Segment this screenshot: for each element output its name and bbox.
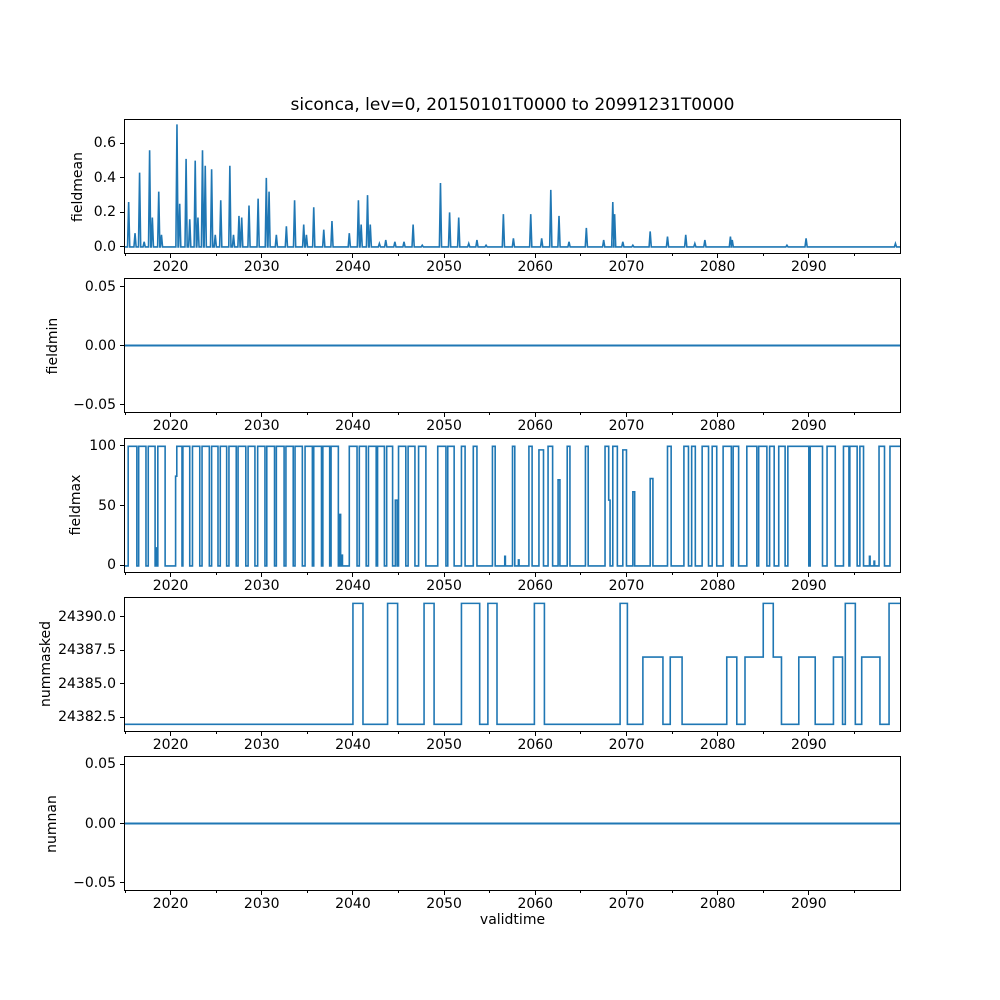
x-minor-tick-mark xyxy=(489,254,490,256)
x-minor-tick-mark xyxy=(763,413,764,415)
y-tick-mark xyxy=(120,565,124,566)
y-tick-label: 0.2 xyxy=(93,204,116,221)
y-tick-mark xyxy=(120,246,124,247)
x-tick-mark xyxy=(444,254,445,258)
y-tick-mark xyxy=(120,212,124,213)
x-tick-label: 2060 xyxy=(517,736,554,753)
y-tick-label: −0.05 xyxy=(73,396,116,413)
x-minor-tick-mark xyxy=(125,573,126,575)
x-minor-tick-mark xyxy=(216,891,217,893)
x-tick-label: 2020 xyxy=(152,259,189,275)
x-tick-label: 2050 xyxy=(426,736,462,753)
x-tick-mark xyxy=(717,732,718,736)
x-minor-tick-mark xyxy=(216,732,217,734)
x-tick-mark xyxy=(626,573,627,577)
x-tick-label: 2030 xyxy=(243,736,280,753)
x-tick-mark xyxy=(170,573,171,577)
y-tick-mark xyxy=(120,286,124,287)
x-minor-tick-mark xyxy=(489,732,490,734)
x-minor-tick-mark xyxy=(672,413,673,415)
x-tick-mark xyxy=(717,254,718,258)
x-minor-tick-mark xyxy=(307,732,308,734)
y-tick-label: 50 xyxy=(98,497,116,514)
x-tick-mark xyxy=(626,413,627,417)
nummasked-ylabel: nummasked xyxy=(38,621,54,708)
x-tick-label: 2070 xyxy=(608,896,645,912)
x-tick-mark xyxy=(808,254,809,258)
x-tick-mark xyxy=(717,573,718,577)
x-tick-mark xyxy=(808,891,809,895)
x-minor-tick-mark xyxy=(763,732,764,734)
y-tick-mark xyxy=(120,505,124,506)
x-tick-label: 2030 xyxy=(243,896,280,912)
x-minor-tick-mark xyxy=(763,573,764,575)
x-minor-tick-mark xyxy=(854,254,855,256)
x-minor-tick-mark xyxy=(307,891,308,893)
x-tick-label: 2050 xyxy=(426,577,462,594)
numnan-ylabel: numnan xyxy=(44,794,60,853)
x-minor-tick-mark xyxy=(307,573,308,575)
y-tick-mark xyxy=(120,764,124,765)
y-tick-mark xyxy=(120,177,124,178)
x-tick-mark xyxy=(261,573,262,577)
x-minor-tick-mark xyxy=(763,254,764,256)
x-tick-label: 2080 xyxy=(699,896,736,912)
x-tick-label: 2070 xyxy=(608,418,645,435)
x-tick-mark xyxy=(352,732,353,736)
x-minor-tick-mark xyxy=(125,254,126,256)
x-tick-label: 2050 xyxy=(426,896,462,912)
x-tick-label: 2050 xyxy=(426,418,462,435)
y-tick-mark xyxy=(120,404,124,405)
x-tick-label: 2030 xyxy=(243,418,280,435)
x-minor-tick-mark xyxy=(580,573,581,575)
y-tick-label: 0.0 xyxy=(93,238,116,255)
x-tick-label: 2020 xyxy=(152,736,189,753)
x-minor-tick-mark xyxy=(125,891,126,893)
x-tick-label: 2070 xyxy=(608,259,645,275)
x-tick-mark xyxy=(535,732,536,736)
x-minor-tick-mark xyxy=(580,732,581,734)
y-tick-label: 0.05 xyxy=(84,756,116,773)
x-minor-tick-mark xyxy=(854,891,855,893)
x-tick-label: 2090 xyxy=(790,259,827,275)
x-tick-mark xyxy=(626,732,627,736)
x-tick-label: 2060 xyxy=(517,577,554,594)
x-tick-label: 2030 xyxy=(243,577,280,594)
y-tick-mark xyxy=(120,345,124,346)
x-tick-label: 2040 xyxy=(335,577,371,594)
x-tick-mark xyxy=(535,573,536,577)
x-tick-mark xyxy=(352,413,353,417)
x-minor-tick-mark xyxy=(398,413,399,415)
fieldmean-line xyxy=(125,124,900,247)
x-tick-label: 2020 xyxy=(152,896,189,912)
y-tick-label: 24390.0 xyxy=(58,608,116,625)
x-minor-tick-mark xyxy=(489,413,490,415)
nummasked-line xyxy=(125,603,900,724)
y-tick-label: 24387.5 xyxy=(58,642,116,659)
x-minor-tick-mark xyxy=(489,891,490,893)
x-tick-label: 2020 xyxy=(152,577,189,594)
x-tick-label: 2070 xyxy=(608,736,645,753)
x-minor-tick-mark xyxy=(398,254,399,256)
x-tick-mark xyxy=(261,891,262,895)
x-minor-tick-mark xyxy=(216,413,217,415)
x-tick-label: 2030 xyxy=(243,259,280,275)
x-tick-mark xyxy=(352,573,353,577)
fieldmean-ylabel: fieldmean xyxy=(70,151,86,222)
x-minor-tick-mark xyxy=(216,573,217,575)
x-minor-tick-mark xyxy=(672,573,673,575)
fieldmax-ylabel: fieldmax xyxy=(68,474,84,536)
x-tick-label: 2090 xyxy=(790,418,827,435)
x-minor-tick-mark xyxy=(854,573,855,575)
y-tick-mark xyxy=(120,717,124,718)
y-tick-mark xyxy=(120,823,124,824)
x-tick-label: 2080 xyxy=(699,418,736,435)
x-minor-tick-mark xyxy=(763,891,764,893)
x-tick-mark xyxy=(808,413,809,417)
x-minor-tick-mark xyxy=(672,891,673,893)
y-tick-mark xyxy=(120,882,124,883)
x-tick-label: 2090 xyxy=(790,736,827,753)
x-minor-tick-mark xyxy=(489,573,490,575)
y-tick-label: 0 xyxy=(107,557,116,574)
x-minor-tick-mark xyxy=(216,254,217,256)
x-tick-label: 2040 xyxy=(335,896,371,912)
x-minor-tick-mark xyxy=(580,413,581,415)
x-tick-mark xyxy=(444,891,445,895)
y-tick-label: 24385.0 xyxy=(58,675,116,692)
x-tick-label: 2050 xyxy=(426,259,462,275)
x-minor-tick-mark xyxy=(672,254,673,256)
x-minor-tick-mark xyxy=(307,254,308,256)
x-tick-mark xyxy=(261,732,262,736)
y-tick-label: 0.05 xyxy=(84,278,116,295)
x-tick-label: 2060 xyxy=(517,259,554,275)
x-tick-mark xyxy=(170,891,171,895)
x-tick-label: 2020 xyxy=(152,418,189,435)
x-tick-mark xyxy=(717,413,718,417)
x-minor-tick-mark xyxy=(854,413,855,415)
x-minor-tick-mark xyxy=(125,732,126,734)
x-minor-tick-mark xyxy=(125,413,126,415)
y-tick-mark xyxy=(120,143,124,144)
x-tick-mark xyxy=(261,413,262,417)
x-tick-mark xyxy=(352,891,353,895)
y-tick-mark xyxy=(120,650,124,651)
x-minor-tick-mark xyxy=(398,891,399,893)
y-tick-label: 0.4 xyxy=(93,169,116,186)
x-tick-label: 2070 xyxy=(608,577,645,594)
x-minor-tick-mark xyxy=(398,573,399,575)
y-tick-mark xyxy=(120,683,124,684)
x-tick-label: 2060 xyxy=(517,896,554,912)
x-tick-mark xyxy=(535,891,536,895)
x-minor-tick-mark xyxy=(580,254,581,256)
x-tick-mark xyxy=(444,413,445,417)
x-tick-label: 2040 xyxy=(335,259,371,275)
x-minor-tick-mark xyxy=(307,413,308,415)
x-tick-label: 2080 xyxy=(699,736,736,753)
x-tick-label: 2040 xyxy=(335,418,371,435)
y-tick-label: 100 xyxy=(89,437,116,454)
x-tick-mark xyxy=(444,732,445,736)
x-tick-label: 2080 xyxy=(699,577,736,594)
subplot-fieldmin xyxy=(124,278,901,413)
x-tick-label: 2090 xyxy=(790,896,827,912)
x-minor-tick-mark xyxy=(580,891,581,893)
x-minor-tick-mark xyxy=(672,732,673,734)
y-tick-label: −0.05 xyxy=(73,874,116,891)
y-tick-label: 0.00 xyxy=(84,337,116,354)
x-tick-label: 2090 xyxy=(790,577,827,594)
x-tick-mark xyxy=(170,254,171,258)
x-tick-mark xyxy=(535,413,536,417)
x-tick-mark xyxy=(444,573,445,577)
y-tick-mark xyxy=(120,616,124,617)
subplot-fieldmean xyxy=(124,119,901,254)
x-axis-label: validtime xyxy=(479,912,546,928)
x-tick-mark xyxy=(352,254,353,258)
x-tick-mark xyxy=(170,732,171,736)
x-tick-mark xyxy=(717,891,718,895)
x-tick-mark xyxy=(261,254,262,258)
x-tick-mark xyxy=(626,891,627,895)
y-tick-label: 0.6 xyxy=(93,135,116,152)
x-tick-mark xyxy=(808,573,809,577)
subplot-fieldmax xyxy=(124,438,901,573)
figure-title: siconca, lev=0, 20150101T0000 to 20991231T0000 xyxy=(290,95,735,115)
subplot-nummasked xyxy=(124,597,901,732)
x-tick-mark xyxy=(626,254,627,258)
fieldmax-line xyxy=(125,446,900,566)
y-tick-mark xyxy=(120,445,124,446)
x-tick-mark xyxy=(535,254,536,258)
x-tick-mark xyxy=(808,732,809,736)
y-tick-label: 24382.5 xyxy=(58,709,116,726)
x-tick-label: 2080 xyxy=(699,259,736,275)
x-minor-tick-mark xyxy=(398,732,399,734)
subplot-numnan xyxy=(124,756,901,891)
x-tick-label: 2040 xyxy=(335,736,371,753)
x-tick-mark xyxy=(170,413,171,417)
x-tick-label: 2060 xyxy=(517,418,554,435)
x-minor-tick-mark xyxy=(854,732,855,734)
y-tick-label: 0.00 xyxy=(84,815,116,832)
fieldmin-ylabel: fieldmin xyxy=(45,317,61,374)
